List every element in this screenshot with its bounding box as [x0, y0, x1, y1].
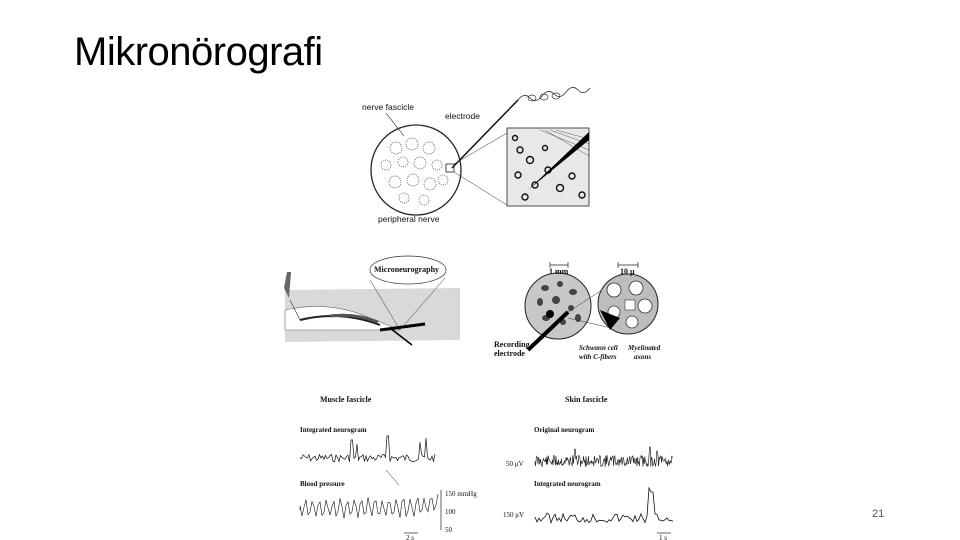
label-schwann-2: with C-fibers	[579, 353, 617, 361]
blood-pressure-trace	[300, 494, 438, 518]
label-peripheral-nerve: peripheral nerve	[378, 214, 440, 224]
label-microneurography: Microneurography	[374, 265, 440, 274]
page-number: 21	[872, 508, 885, 520]
original-neurogram-trace	[535, 447, 672, 467]
label-original-neurogram: Original neurogram	[534, 426, 595, 434]
label-skin-fascicle: Skin fascicle	[565, 395, 608, 404]
label-2s: 2 s	[406, 534, 414, 540]
bottom-figure	[300, 395, 673, 540]
label-myelinated-2: axons	[634, 353, 652, 361]
label-electrode: electrode	[445, 111, 480, 121]
label-1mm: 1 mm	[549, 267, 569, 276]
label-recording-1: Recording	[494, 340, 530, 349]
integrated-neurogram-trace	[535, 488, 673, 523]
middle-left-figure	[284, 256, 460, 345]
label-blood-pressure: Blood pressure	[300, 480, 345, 488]
slide-title: Mikronörografi	[74, 30, 323, 74]
label-bp-100: 100	[445, 508, 456, 516]
muscle-neurogram-trace	[300, 436, 435, 462]
label-150uv: 150 μV	[503, 511, 525, 519]
top-figure	[362, 87, 590, 224]
label-1s: 1 s	[659, 534, 667, 540]
label-50uv: 50 μV	[506, 460, 524, 468]
label-recording-2: electrode	[494, 349, 525, 358]
label-integrated-neurogram-2: Integrated neurogram	[534, 480, 601, 488]
label-integrated-neurogram: Integrated neurogram	[300, 426, 367, 434]
label-myelinated-1: Myelinated	[628, 344, 661, 352]
label-muscle-fascicle: Muscle fascicle	[320, 395, 372, 404]
label-bp-50: 50	[445, 526, 452, 534]
label-bp-150: 150 mmHg	[445, 490, 477, 498]
label-10u: 10 μ	[620, 267, 635, 276]
middle-right-figure	[494, 262, 661, 361]
label-schwann-1: Schwann cell	[579, 344, 618, 352]
label-nerve-fascicle: nerve fascicle	[362, 102, 414, 112]
